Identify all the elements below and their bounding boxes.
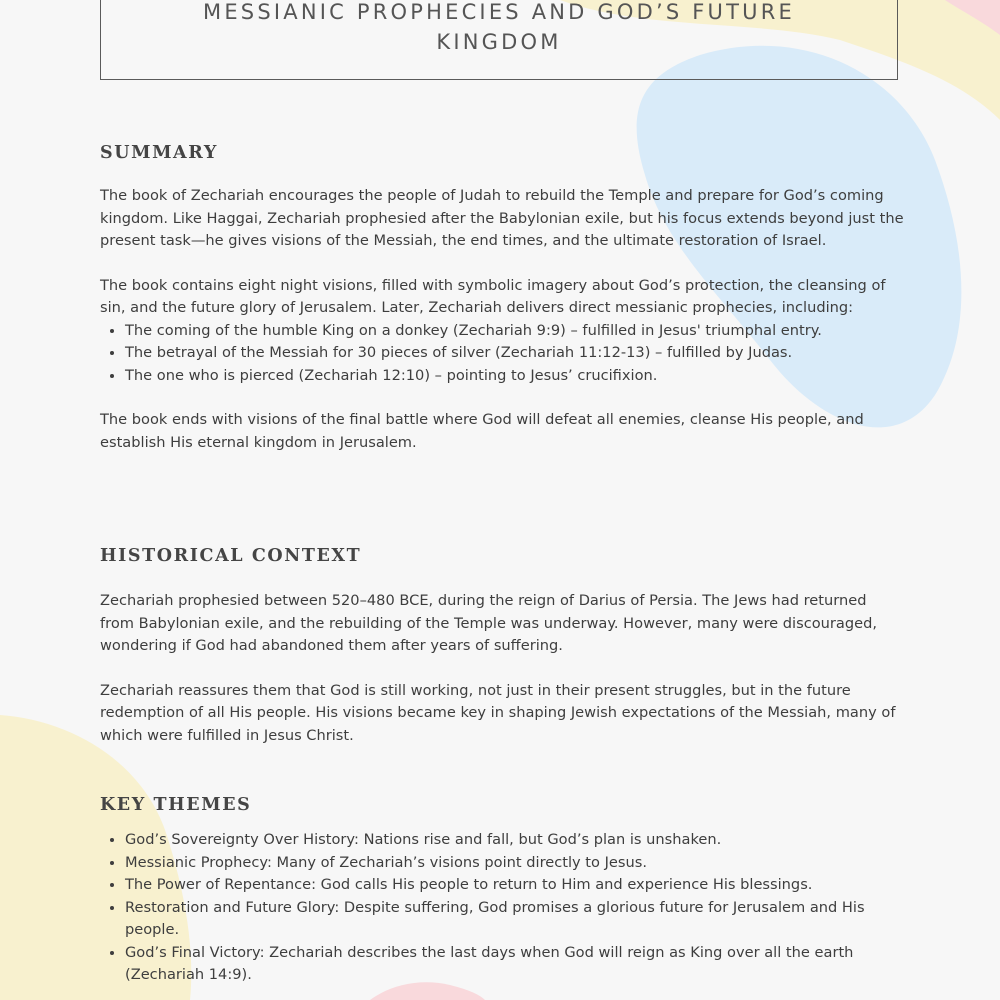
title-box bbox=[100, 0, 898, 80]
list-item: • The one who is pierced (Zechariah 12:10) – pointing to Jesus’ crucifixion. bbox=[125, 365, 905, 388]
list-item: • Messianic Prophecy: Many of Zechariah’s visions point directly to Jesus. bbox=[125, 852, 905, 875]
title-line-1: MESSIANIC PROPHECIES AND GOD’S FUTURE bbox=[203, 0, 795, 24]
list-item: • God’s Final Victory: Zechariah describes the last days when God will reign as King over all the earth (Zechariah 14:9). bbox=[125, 942, 905, 987]
key-themes-list bbox=[100, 829, 905, 987]
title-line-2: KINGDOM bbox=[436, 30, 562, 54]
historical-paragraph-2: Zechariah reassures them that God is still working, not just in their present struggles, but in the future redemption of all His people. His visions became key in shaping Jewish expectations of the Messiah, many of which were fulfilled in Jesus Christ. bbox=[100, 681, 896, 744]
page-title bbox=[179, 0, 819, 57]
key-themes-heading: KEY THEMES bbox=[100, 795, 252, 815]
summary-paragraph-3: The book ends with visions of the final battle where God will defeat all enemies, cleanse His people, and establish His eternal kingdom in Jerusalem. bbox=[100, 411, 864, 451]
list-item: • Restoration and Future Glory: Despite suffering, God promises a glorious future for Jerusalem and His people. bbox=[125, 897, 905, 942]
summary-prophecy-list bbox=[100, 320, 905, 388]
list-item: • The betrayal of the Messiah for 30 pieces of silver (Zechariah 11:12-13) – fulfilled by Judas. bbox=[125, 342, 905, 365]
historical-paragraph-1: Zechariah prophesied between 520–480 BCE, during the reign of Darius of Persia. The Jews had returned from Babylonian exile, and the rebuilding of the Temple was underway. However, many were discouraged, wondering if God had abandoned them after years of suffering. bbox=[100, 592, 877, 654]
historical-context-section bbox=[100, 546, 905, 747]
summary-section bbox=[100, 143, 905, 454]
summary-paragraph-2: The book contains eight night visions, filled with symbolic imagery about God’s protection, the cleansing of sin, and the future glory of Jerusalem. Later, Zechariah delivers direct messianic prophecies, including: bbox=[100, 276, 886, 316]
summary-heading: SUMMARY bbox=[100, 143, 218, 163]
list-item: • The Power of Repentance: God calls His people to return to Him and experience His blessings. bbox=[125, 874, 905, 897]
summary-paragraph-1: The book of Zechariah encourages the people of Judah to rebuild the Temple and prepare for God’s coming kingdom. Like Haggai, Zechariah prophesied after the Babylonian exile, but his focus extends beyond just the present task—he gives visions of the Messiah, the end times, and the ultimate restoration of Israel. bbox=[100, 187, 904, 249]
key-themes-section bbox=[100, 795, 905, 987]
historical-context-heading: HISTORICAL CONTEXT bbox=[100, 546, 362, 566]
list-item: • God’s Sovereignty Over History: Nations rise and fall, but God’s plan is unshaken. bbox=[125, 829, 905, 852]
list-item: • The coming of the humble King on a donkey (Zechariah 9:9) – fulfilled in Jesus' triumphal entry. bbox=[125, 320, 905, 343]
